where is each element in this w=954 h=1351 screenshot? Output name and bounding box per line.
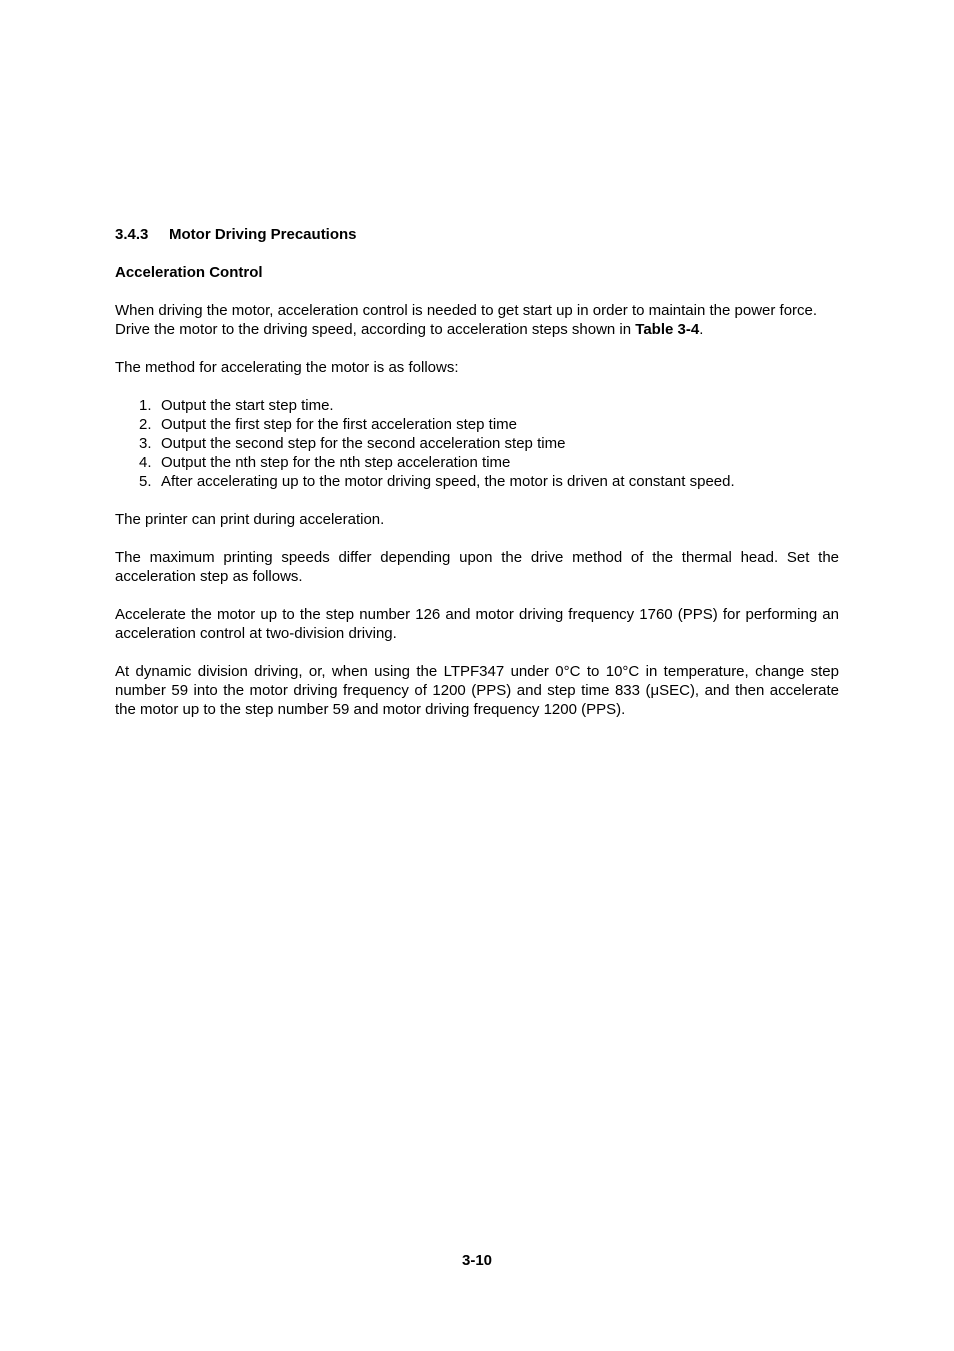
list-item	[115, 415, 839, 434]
page-content	[115, 225, 839, 719]
intro-text: Drive the motor to the driving speed, according to acceleration steps shown in	[115, 321, 636, 338]
acceleration-steps-list	[115, 396, 839, 491]
subsection-heading: Acceleration Control	[115, 264, 263, 281]
section-number: 3.4.3	[115, 226, 149, 243]
method-intro: The method for accelerating the motor is as follows:	[115, 359, 459, 376]
list-item-number: 1.	[139, 397, 152, 414]
list-item-number: 3.	[139, 435, 152, 452]
list-item-text: Output the second step for the second acceleration step time	[161, 435, 566, 452]
page-number: 3-10	[461, 1252, 493, 1269]
intro-paragraph-table-ref	[115, 320, 839, 339]
table-reference: Table 3-4	[635, 321, 700, 338]
list-item-number: 4.	[139, 454, 152, 471]
print-during-acceleration-paragraph: The printer can print during acceleration.	[115, 511, 385, 528]
list-item-text: Output the nth step for the nth step acceleration time	[161, 454, 511, 471]
intro-text-end: .	[699, 321, 704, 338]
two-division-paragraph: Accelerate the motor up to the step number 126 and motor driving frequency 1760 (PPS) for performing an acceleration control at two-division driving.	[115, 606, 839, 642]
list-item	[115, 434, 839, 453]
list-item	[115, 472, 839, 491]
list-item	[115, 396, 839, 415]
max-speed-paragraph: The maximum printing speeds differ depending upon the drive method of the thermal head. Set the acceleration step as follows.	[115, 549, 839, 585]
dynamic-division-paragraph: At dynamic division driving, or, when using the LTPF347 under 0°C to 10°C in temperature, change step number 59 into the motor driving frequency of 1200 (PPS) and step time 833 (μSEC), and then accelerate the motor up to the step number 59 and motor driving frequency 1200 (PPS).	[115, 663, 839, 718]
section-title: Motor Driving Precautions	[169, 226, 357, 243]
list-item	[115, 453, 839, 472]
list-item-number: 5.	[139, 473, 152, 490]
intro-paragraph: When driving the motor, acceleration control is needed to get start up in order to maintain the power force.	[115, 302, 818, 319]
list-item-text: Output the first step for the first acceleration step time	[161, 416, 517, 433]
section-heading	[115, 225, 839, 244]
list-item-text: Output the start step time.	[161, 397, 334, 414]
list-item-number: 2.	[139, 416, 152, 433]
list-item-text: After accelerating up to the motor driving speed, the motor is driven at constant speed.	[161, 473, 735, 490]
